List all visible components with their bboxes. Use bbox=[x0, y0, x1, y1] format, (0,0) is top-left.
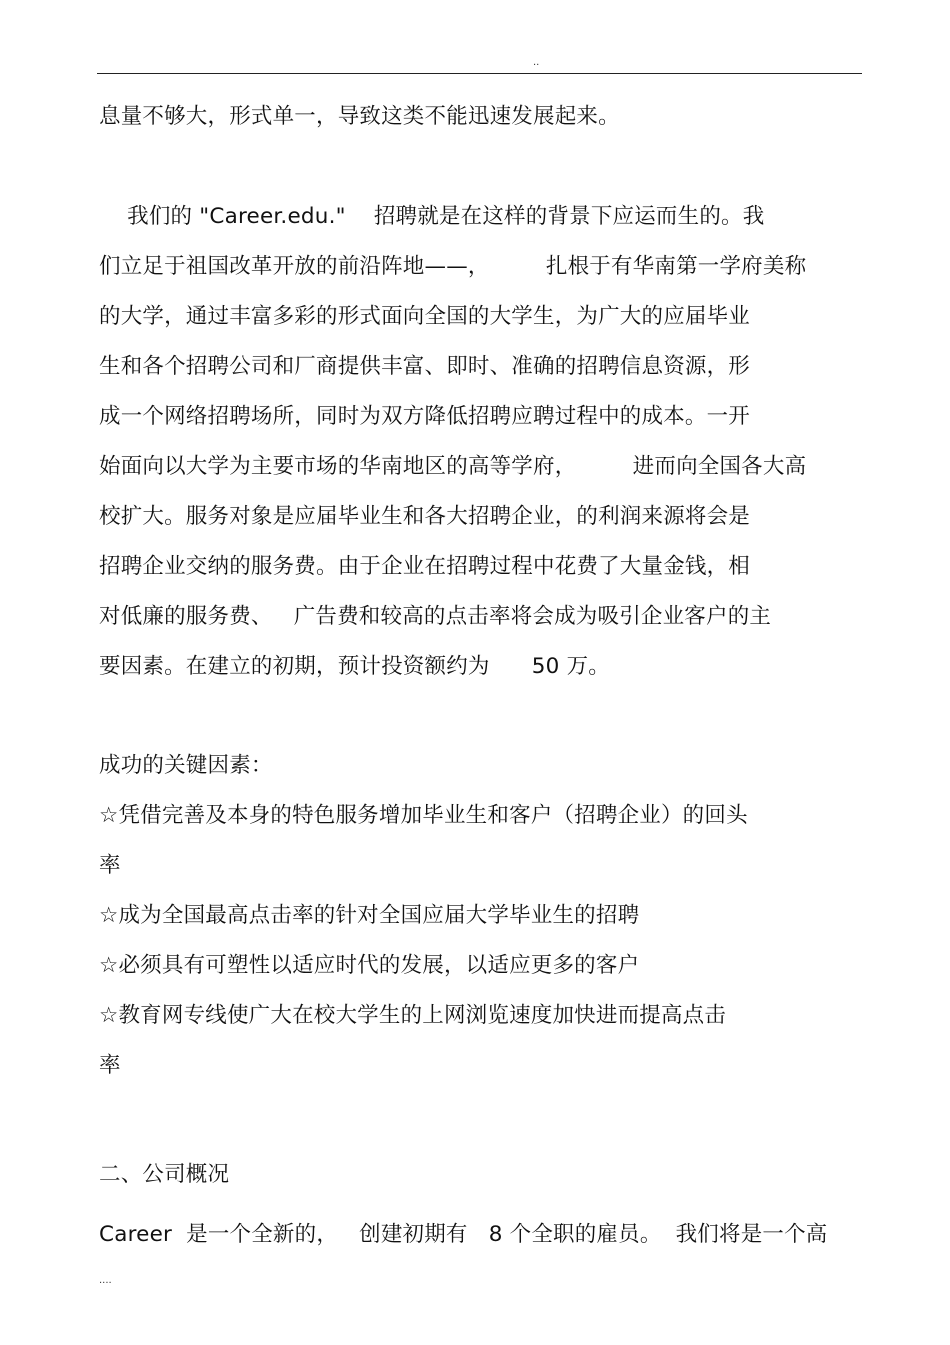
paragraph-line: 息量不够大，形式单一，导致这类不能迅速发展起来。 bbox=[99, 104, 620, 129]
paragraph-line: 成一个网络招聘场所，同时为双方降低招聘应聘过程中的成本。一开 bbox=[99, 404, 751, 429]
header-mark: .. bbox=[533, 57, 540, 68]
paragraph-line: 招聘企业交纳的服务费。由于企业在招聘过程中花费了大量金钱，相 bbox=[99, 554, 751, 579]
section-heading: 成功的关键因素： bbox=[99, 753, 273, 778]
paragraph-line: 要因素。在建立的初期，预计投资额约为 50 万。 bbox=[99, 654, 610, 679]
paragraph-line: 始面向以大学为主要市场的华南地区的高等学府， 进而向全国各大高 bbox=[99, 454, 807, 479]
paragraph-line: 对低廉的服务费、 广告费和较高的点击率将会成为吸引企业客户的主 bbox=[99, 604, 772, 629]
paragraph-line: 生和各个招聘公司和厂商提供丰富、即时、准确的招聘信息资源，形 bbox=[99, 354, 751, 379]
footer-mark: .... bbox=[99, 1275, 112, 1286]
paragraph-line: Career 是一个全新的， 创建初期有 8 个全职的雇员。 我们将是一个高 bbox=[99, 1222, 828, 1247]
paragraph-line: 的大学，通过丰富多彩的形式面向全国的大学生，为广大的应届毕业 bbox=[99, 304, 751, 329]
paragraph-line: 们立足于祖国改革开放的前沿阵地——， 扎根于有华南第一学府美称 bbox=[99, 254, 807, 279]
bullet-item: ☆必须具有可塑性以适应时代的发展，以适应更多的客户 bbox=[99, 953, 640, 978]
section-heading: 二、公司概况 bbox=[99, 1162, 230, 1187]
bullet-item: ☆凭借完善及本身的特色服务增加毕业生和客户（招聘企业）的回头 bbox=[99, 803, 748, 828]
bullet-item: ☆教育网专线使广大在校大学生的上网浏览速度加快进而提高点击 bbox=[99, 1003, 727, 1028]
bullet-item: ☆成为全国最高点击率的针对全国应届大学毕业生的招聘 bbox=[99, 903, 640, 928]
paragraph-line: 校扩大。服务对象是应届毕业生和各大招聘企业，的利润来源将会是 bbox=[99, 504, 751, 529]
bullet-continuation: 率 bbox=[99, 1053, 121, 1078]
paragraph-line: 我们的 "Career.edu." 招聘就是在这样的背景下应运而生的。我 bbox=[99, 204, 765, 229]
header-rule bbox=[97, 73, 862, 74]
bullet-continuation: 率 bbox=[99, 853, 121, 878]
